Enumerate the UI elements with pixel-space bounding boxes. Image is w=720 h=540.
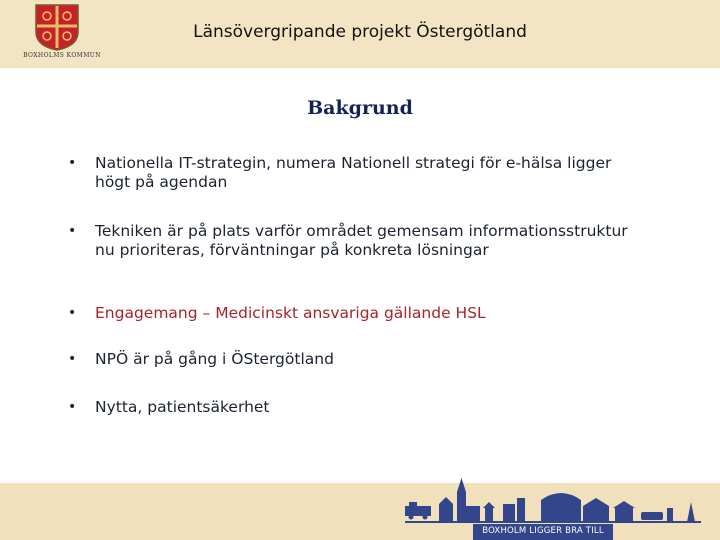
bullet-text: Nytta, patientsäkerhet xyxy=(95,398,270,416)
bullet-item xyxy=(68,350,628,369)
bullet-dot: • xyxy=(68,223,77,239)
bullet-text: Engagemang – Medicinskt ansvariga gällande HSL xyxy=(95,304,486,322)
bullet-dot: • xyxy=(68,399,77,415)
bullet-item-highlighted xyxy=(68,304,628,323)
bullet-dot: • xyxy=(68,155,77,171)
bullet-item xyxy=(68,154,628,192)
bullet-text: Tekniken är på plats varför området gemensam informationsstruktur nu prioriteras, förväntningar på konkreta lösningar xyxy=(95,222,628,259)
header-title: Länsövergripande projekt Östergötland xyxy=(193,22,527,42)
bullet-dot: • xyxy=(68,305,77,321)
bullet-item xyxy=(68,398,628,417)
slogan-text: BOXHOLM LIGGER BRA TILL xyxy=(482,526,604,536)
bullet-item xyxy=(68,222,628,260)
town-skyline-icon xyxy=(405,478,701,524)
bullet-text: Nationella IT-strategin, numera Nationell strategi för e-hälsa ligger högt på agendan xyxy=(95,154,612,191)
municipality-name: BOXHOLMS KOMMUN xyxy=(23,52,101,59)
slide-title: Bakgrund xyxy=(307,97,413,119)
header-band xyxy=(0,0,720,68)
bullet-dot: • xyxy=(68,351,77,367)
bullet-text: NPÖ är på gång i ÖStergötland xyxy=(95,350,334,368)
